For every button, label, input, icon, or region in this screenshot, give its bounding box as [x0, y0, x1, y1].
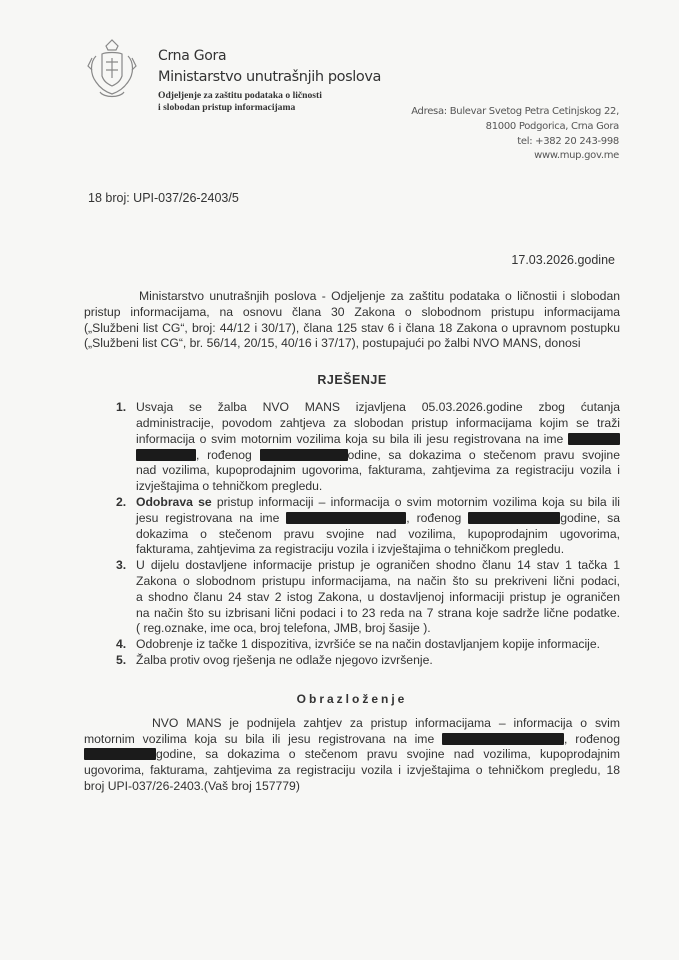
- text-segment: Žalba protiv ovog rješenja ne odlaže njegovo izvršenje.: [136, 652, 433, 667]
- phone-number: tel: +382 20 243-998: [517, 136, 619, 147]
- text-segment: administracije, povodom zahtjeva za slobodan pristup informacijama kojim se traži: [136, 415, 620, 430]
- text-line: [136, 606, 620, 622]
- decision-item: [84, 495, 620, 558]
- text-line: [84, 716, 620, 732]
- text-segment: („Službeni list CG“, br. 56/14, 20/15, 40/16 i 37/17), postupajući po žalbi NVO MANS, donosi: [84, 336, 581, 351]
- redacted-personal-data: [136, 449, 196, 461]
- item-number: 3.: [116, 558, 127, 573]
- text-segment: Zakona o slobodnom pristupu informacijama, na način što su prekriveni lični podaci,: [136, 573, 620, 588]
- coat-of-arms-logo: [86, 38, 138, 102]
- text-line: [136, 479, 620, 495]
- text-line: [136, 558, 620, 574]
- text-line: [136, 432, 620, 448]
- text-segment: Usvaja se žalba NVO MANS izjavljena 05.03.2026.godine zbog ćutanja: [136, 400, 620, 415]
- text-segment: odine, sa dokazima o stečenom pravu svojine: [347, 447, 620, 462]
- reasoning-heading: Obrazloženje: [296, 691, 408, 706]
- text-segment: pristup informacijama, na osnovu člana 30 Zakona o slobodnom pristupu informacijama: [84, 304, 620, 319]
- intro-paragraph: [84, 289, 620, 352]
- text-line: [84, 289, 620, 305]
- letterhead-country: Crna Gora: [158, 48, 227, 64]
- text-segment: broj UPI-037/26-2403.(Vaš broj 157779): [84, 778, 300, 793]
- text-line: [136, 527, 620, 543]
- decision-item: [84, 400, 620, 495]
- item-number: 5.: [116, 652, 127, 667]
- redacted-personal-data: [84, 748, 156, 760]
- text-segment: nad vozilima, kupoprodajnim ugovorima, fakturama, zahtjevima za registraciju vozila i: [136, 463, 620, 478]
- text-segment: fakturama, zahtjevima za registraciju vozila i izvještajima o tehničkom pregledu.: [136, 542, 565, 557]
- reference-number: 18 broj: UPI-037/26-2403/5: [88, 191, 239, 205]
- text-segment: motornim vozilima koja su bila ili jesu registrovana na ime: [84, 731, 443, 746]
- text-segment: jesu registrovana na ime: [136, 510, 287, 525]
- letterhead-ministry: Ministarstvo unutrašnjih poslova: [158, 69, 382, 85]
- item-number: 4.: [116, 637, 127, 652]
- item-number: 2.: [116, 494, 127, 509]
- text-segment: , rođenog: [406, 510, 469, 525]
- decision-heading: RJEŠENJE: [317, 373, 387, 388]
- text-segment: Ministarstvo unutrašnjih poslova - Odjeljenje za zaštitu podataka o ličnostii i slobodan: [139, 289, 620, 303]
- redacted-personal-data: [468, 512, 560, 524]
- text-segment: („Službeni list CG“, broj: 44/12 i 30/17), člana 125 stav 6 i člana 18 Zakona o upravnom postupku: [84, 320, 620, 335]
- bold-text: Odobrava se: [136, 494, 212, 509]
- text-segment: a shodno članu 24 stav 2 istog Zakona, u dostavljenoj informaciji pristup je ograničen: [136, 589, 620, 604]
- text-line: [136, 653, 620, 669]
- text-segment: izvještajima o tehničkom pregledu.: [136, 479, 323, 494]
- text-line: [136, 511, 620, 527]
- text-line: [136, 574, 620, 590]
- redacted-personal-data: [260, 449, 348, 461]
- text-segment: ( reg.oznake, ime oca, broj telefona, JMB, broj šasije ).: [136, 621, 431, 636]
- text-segment: pristup informaciji – informacija o svim motornim vozilima koja su bila ili: [211, 494, 620, 509]
- letterhead-department-line1: Odjeljenje za zaštitu podataka o ličnosti: [158, 90, 322, 101]
- text-segment: ugovorima, fakturama, zahtjevima za registraciju vozila i izvještajima o tehničkom pregledu, 18: [84, 763, 620, 778]
- decision-item: [84, 558, 620, 637]
- text-line: [136, 463, 620, 479]
- text-segment: godine, sa: [560, 510, 621, 525]
- text-line: [84, 732, 620, 748]
- text-segment: na način što su izbrisani lični podaci i to 23 reda na 7 strana koje sadrže lične podatke.: [136, 605, 620, 620]
- text-segment: informacija o svim motornim vozilima koja su bila ili jesu registrovana na ime: [136, 431, 568, 446]
- text-line: [136, 416, 620, 432]
- text-segment: , rođenog: [196, 447, 260, 462]
- text-line: [84, 336, 620, 352]
- website: www.mup.gov.me: [534, 150, 619, 161]
- text-line: [136, 637, 620, 653]
- text-line: [84, 305, 620, 321]
- text-segment: NVO MANS je podnijela zahtjev za pristup informacijama – informacija o svim: [152, 715, 620, 730]
- decision-item: [84, 653, 620, 669]
- text-line: [136, 400, 620, 416]
- decision-item: [84, 637, 620, 653]
- text-line: [84, 321, 620, 337]
- text-line: [136, 448, 620, 464]
- item-number: 1.: [116, 400, 127, 415]
- text-line: [136, 621, 620, 637]
- redacted-personal-data: [442, 733, 564, 745]
- redacted-personal-data: [286, 512, 406, 524]
- text-line: [84, 747, 620, 763]
- address-line1: Adresa: Bulevar Svetog Petra Cetinjskog 22,: [411, 106, 619, 117]
- text-line: [84, 779, 620, 795]
- decision-items-list: [84, 400, 620, 669]
- text-line: [136, 542, 620, 558]
- text-segment: dokazima o stečenom pravu svojine nad vozilima, kupoprodajnim ugovorima,: [136, 526, 620, 541]
- text-segment: godine, sa dokazima o stečenom pravu svojine nad vozilima, kupoprodajnim: [156, 747, 620, 762]
- text-segment: Odobrenje iz tačke 1 dispozitiva, izvršiće se na način dostavljanjem kopije informacije.: [136, 637, 601, 652]
- reasoning-paragraph: [84, 716, 620, 795]
- text-line: [136, 590, 620, 606]
- text-segment: , rođenog: [564, 731, 620, 746]
- text-line: [136, 495, 620, 511]
- text-line: [84, 763, 620, 779]
- letterhead-department-line2: i slobodan pristup informacijama: [158, 102, 296, 113]
- document-body: [84, 289, 620, 795]
- document-date: 17.03.2026.godine: [511, 253, 615, 267]
- address-line2: 81000 Podgorica, Crna Gora: [485, 121, 619, 132]
- redacted-personal-data: [568, 433, 620, 445]
- text-segment: U dijelu dostavljene informacije pristup je ograničen shodno članu 14 stav 1 tačka 1: [136, 558, 620, 573]
